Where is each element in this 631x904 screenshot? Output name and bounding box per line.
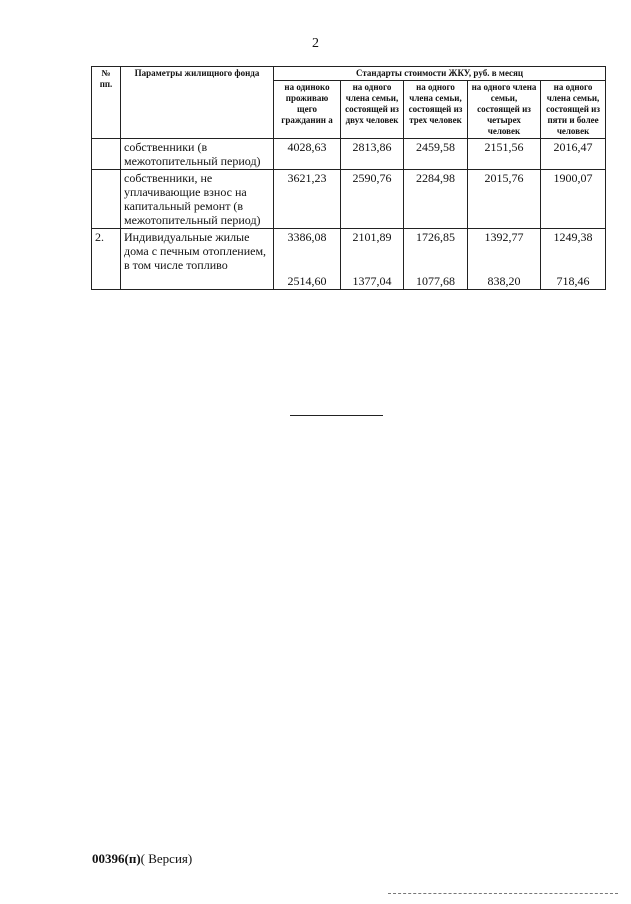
header-row [92,67,606,81]
row-param [121,229,274,290]
table-row [92,139,606,170]
row-value [274,229,341,290]
row-num [92,139,121,170]
footer-suffix: ( Версия) [140,851,193,866]
table-row [92,170,606,229]
row-value: 2151,56 [468,139,541,170]
subheader-four: на одного члена семьи, состоящей из четырех человек [468,81,541,139]
header-num: № пп. [92,67,121,139]
row-value: 1900,07 [541,170,606,229]
housing-cost-standards-table [91,66,606,290]
row-num [92,170,121,229]
value-fuel: 1077,68 [416,274,455,288]
row-value: 2590,76 [341,170,404,229]
subheader-single: на одиноко проживаю щего гражданин а [274,81,341,139]
row-value: 2015,76 [468,170,541,229]
row-param-main: Индивидуальные жилые дома с печным отоплением, [124,230,267,258]
row-value [541,229,606,290]
value-fuel: 2514,60 [287,274,327,288]
value-total: 3386,08 [287,230,327,244]
row-num: 2. [92,229,121,290]
value-total: 1726,85 [416,230,455,244]
value-fuel: 838,20 [487,274,521,288]
value-total: 1249,38 [553,230,593,244]
row-param-extra: в том числе топливо [124,258,228,272]
subheader-three: на одного члена семьи, состоящей из трех человек [404,81,468,139]
header-standards: Стандарты стоимости ЖКУ, руб. в месяц [274,67,606,81]
row-value [468,229,541,290]
row-value: 2459,58 [404,139,468,170]
row-value: 3621,23 [274,170,341,229]
footer-code: 00396(п) [92,851,141,866]
header-params: Параметры жилищного фонда [121,67,274,139]
row-value: 2016,47 [541,139,606,170]
value-total: 1392,77 [484,230,524,244]
closing-rule [290,415,383,416]
row-param: собственники (в межотопительный период) [121,139,274,170]
row-value: 4028,63 [274,139,341,170]
row-param: собственники, не уплачивающие взнос на капитальный ремонт (в межотопительный период) [121,170,274,229]
subheader-five-plus: на одного члена семьи, состоящей из пяти и более человек [541,81,606,139]
value-fuel: 1377,04 [352,274,392,288]
row-value [341,229,404,290]
page-number: 2 [312,36,319,51]
value-fuel: 718,46 [556,274,590,288]
row-value: 2813,86 [341,139,404,170]
value-total: 2101,89 [352,230,392,244]
table-row [92,229,606,290]
subheader-two: на одного члена семьи, состоящей из двух человек [341,81,404,139]
row-value: 2284,98 [404,170,468,229]
document-footer [92,851,192,867]
row-value [404,229,468,290]
scan-artifact-line [388,893,618,894]
